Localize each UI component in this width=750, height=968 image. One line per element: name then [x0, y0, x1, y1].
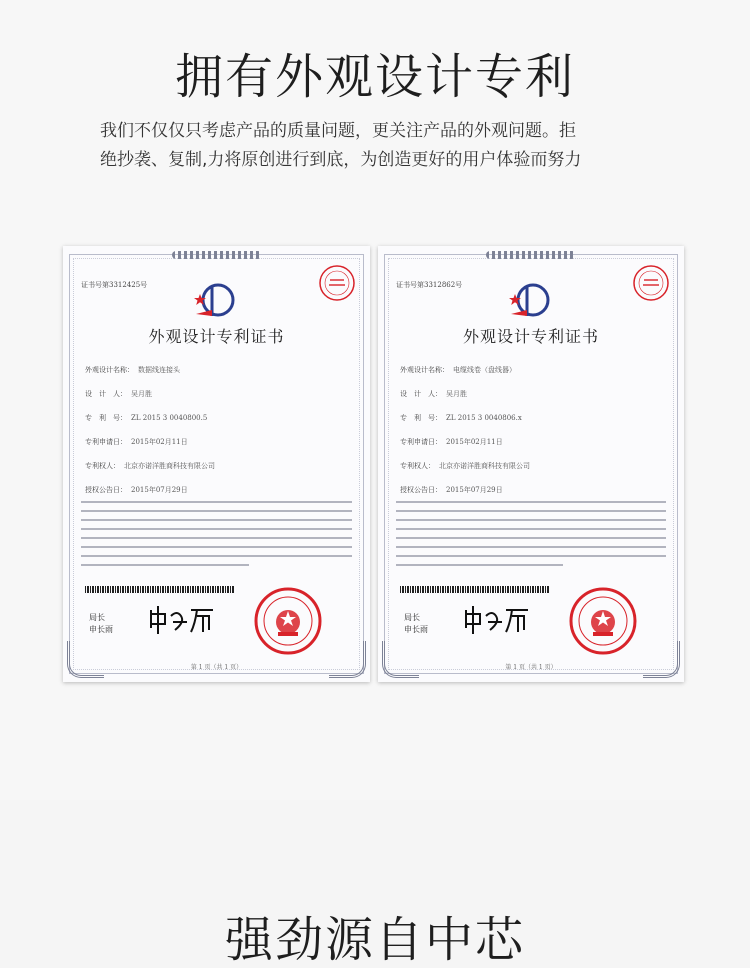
next-section-title: 强劲源自中芯 — [224, 912, 525, 968]
corner-ornament — [643, 641, 680, 678]
field-patentee: 专利权人： 北京亦诺洋胜商科技有限公司 — [85, 462, 215, 470]
signature-icon — [462, 602, 532, 636]
page-number: 第 1 页（共 1 页） — [505, 664, 557, 671]
corner-ornament — [382, 641, 419, 678]
field-patent-number: 专 利 号： ZL 2015 3 0040800.5 — [85, 414, 208, 422]
field-patentee: 专利权人： 北京亦诺洋胜商科技有限公司 — [400, 462, 530, 470]
patent-certificate-1 — [63, 246, 370, 682]
field-grant-date: 授权公告日： 2015年07月29日 — [400, 486, 503, 494]
certificate-number: 证书号第3312425号 — [81, 281, 148, 289]
field-application-date: 专利申请日： 2015年02月11日 — [400, 438, 503, 446]
section-title: 拥有外观设计专利 — [174, 49, 575, 105]
field-patent-number: 专 利 号： ZL 2015 3 0040806.x — [400, 414, 522, 422]
small-seal-icon — [632, 264, 670, 302]
certificate-fields — [85, 364, 345, 508]
description-line-1: 我们不仅仅只考虑产品的质量问题，更关注产品的外观问题。拒 — [100, 121, 576, 141]
field-design-name: 外观设计名称： 电缆线卷（盘线器） — [400, 366, 516, 374]
director-label: 局长 申长雨 — [404, 613, 428, 634]
certificate-fields — [400, 364, 660, 508]
certificate-body-text — [396, 501, 666, 573]
field-designer: 设 计 人： 吴月胜 — [85, 390, 152, 398]
field-application-date: 专利申请日： 2015年02月11日 — [85, 438, 188, 446]
patent-certificate-2 — [378, 246, 684, 682]
corner-ornament — [329, 641, 366, 678]
certificate-number: 证书号第3312862号 — [396, 281, 463, 289]
certificate-heading: 外观设计专利证书 — [462, 327, 599, 346]
patent-office-emblem-icon — [507, 280, 553, 320]
certificate-heading: 外观设计专利证书 — [148, 327, 285, 346]
small-seal-icon — [318, 264, 356, 302]
page-number: 第 1 页（共 1 页） — [190, 664, 243, 671]
patent-office-emblem-icon — [192, 280, 238, 320]
official-seal-icon — [253, 586, 323, 656]
signature-icon — [147, 602, 217, 636]
director-label: 局长 申长雨 — [89, 613, 113, 634]
border-ornament — [486, 251, 576, 259]
barcode-icon — [85, 586, 235, 593]
description-line-2: 绝抄袭、复制,力将原创进行到底，为创造更好的用户体验而努力 — [100, 150, 582, 170]
border-ornament — [172, 251, 262, 259]
section-description — [100, 117, 680, 175]
corner-ornament — [67, 641, 104, 678]
field-grant-date: 授权公告日： 2015年07月29日 — [85, 486, 188, 494]
official-seal-icon — [568, 586, 638, 656]
field-design-name: 外观设计名称： 数据线连接头 — [85, 366, 180, 374]
field-designer: 设 计 人： 吴月胜 — [400, 390, 467, 398]
barcode-icon — [400, 586, 550, 593]
certificate-body-text — [81, 501, 352, 573]
